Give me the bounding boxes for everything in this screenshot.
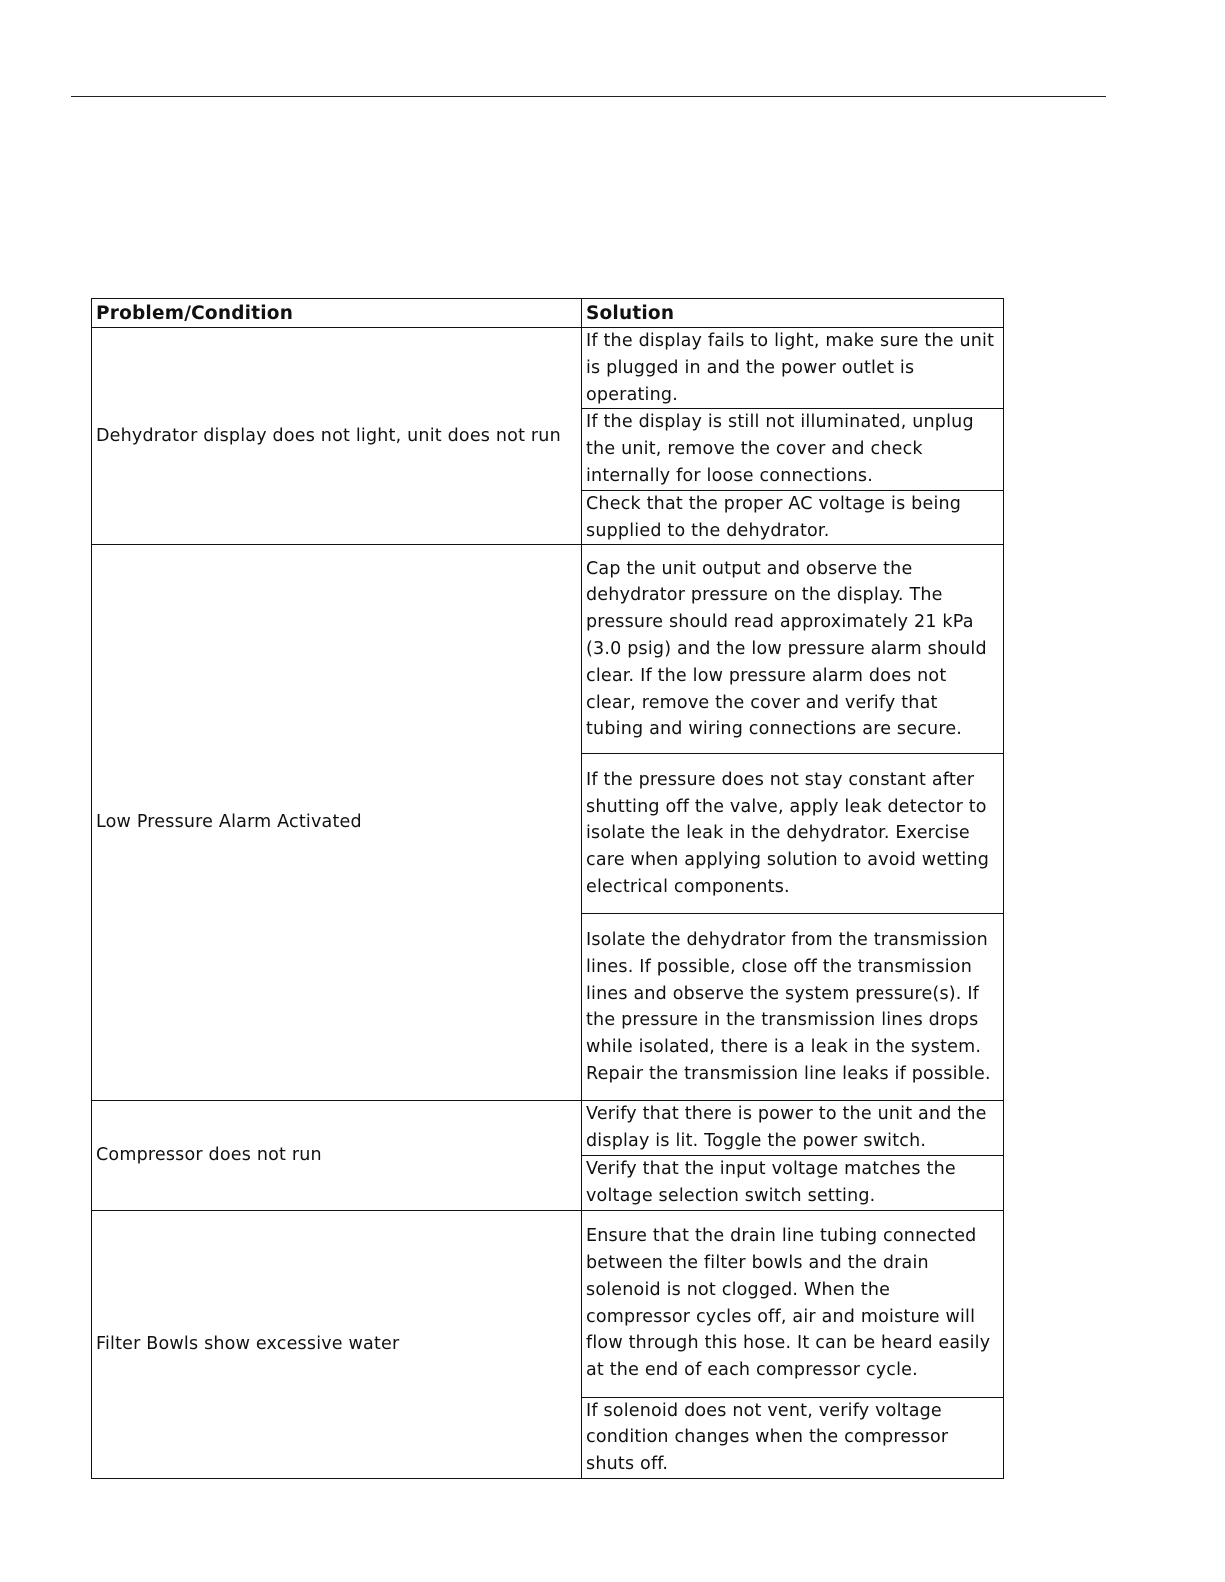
solution-cell: Verify that the input voltage matches the voltage selection switch setting. <box>582 1155 1004 1210</box>
problem-cell: Dehydrator display does not light, unit does not run <box>92 328 582 545</box>
solution-cell: If solenoid does not vent, verify voltage condition changes when the compressor shuts off. <box>582 1397 1004 1478</box>
table-header-row <box>92 299 1004 328</box>
problem-cell: Compressor does not run <box>92 1101 582 1210</box>
problem-cell: Low Pressure Alarm Activated <box>92 545 582 1101</box>
solution-cell: Cap the unit output and observe the dehydrator pressure on the display. The pressure should read approximately 21 kPa (3.0 psig) and the low pressure alarm should clear. If the low pressure alarm does not clear, remove the cover and verify that tubing and wiring connections are secure. <box>582 545 1004 754</box>
problem-cell: Filter Bowls show excessive water <box>92 1210 582 1478</box>
troubleshooting-table <box>91 298 1004 1479</box>
solution-cell: Check that the proper AC voltage is being supplied to the dehydrator. <box>582 490 1004 545</box>
solution-cell: If the display is still not illuminated, unplug the unit, remove the cover and check internally for loose connections. <box>582 409 1004 490</box>
table-row <box>92 1210 1004 1397</box>
solution-cell: If the pressure does not stay constant after shutting off the valve, apply leak detector to isolate the leak in the dehydrator. Exercise care when applying solution to avoid wetting electrical components. <box>582 754 1004 914</box>
problem-column-header: Problem/Condition <box>92 299 582 328</box>
solution-column-header: Solution <box>582 299 1004 328</box>
solution-cell: Isolate the dehydrator from the transmission lines. If possible, close off the transmission lines and observe the system pressure(s). If the pressure in the transmission lines drops while isolated, there is a leak in the system. Repair the transmission line leaks if possible. <box>582 914 1004 1101</box>
header-rule <box>71 96 1106 97</box>
table-row <box>92 545 1004 754</box>
table-row <box>92 328 1004 409</box>
table-row <box>92 1101 1004 1156</box>
solution-cell: Ensure that the drain line tubing connected between the filter bowls and the drain solenoid is not clogged. When the compressor cycles off, air and moisture will flow through this hose. It can be heard easily at the end of each compressor cycle. <box>582 1210 1004 1397</box>
solution-cell: If the display fails to light, make sure the unit is plugged in and the power outlet is operating. <box>582 328 1004 409</box>
solution-cell: Verify that there is power to the unit and the display is lit. Toggle the power switch. <box>582 1101 1004 1156</box>
